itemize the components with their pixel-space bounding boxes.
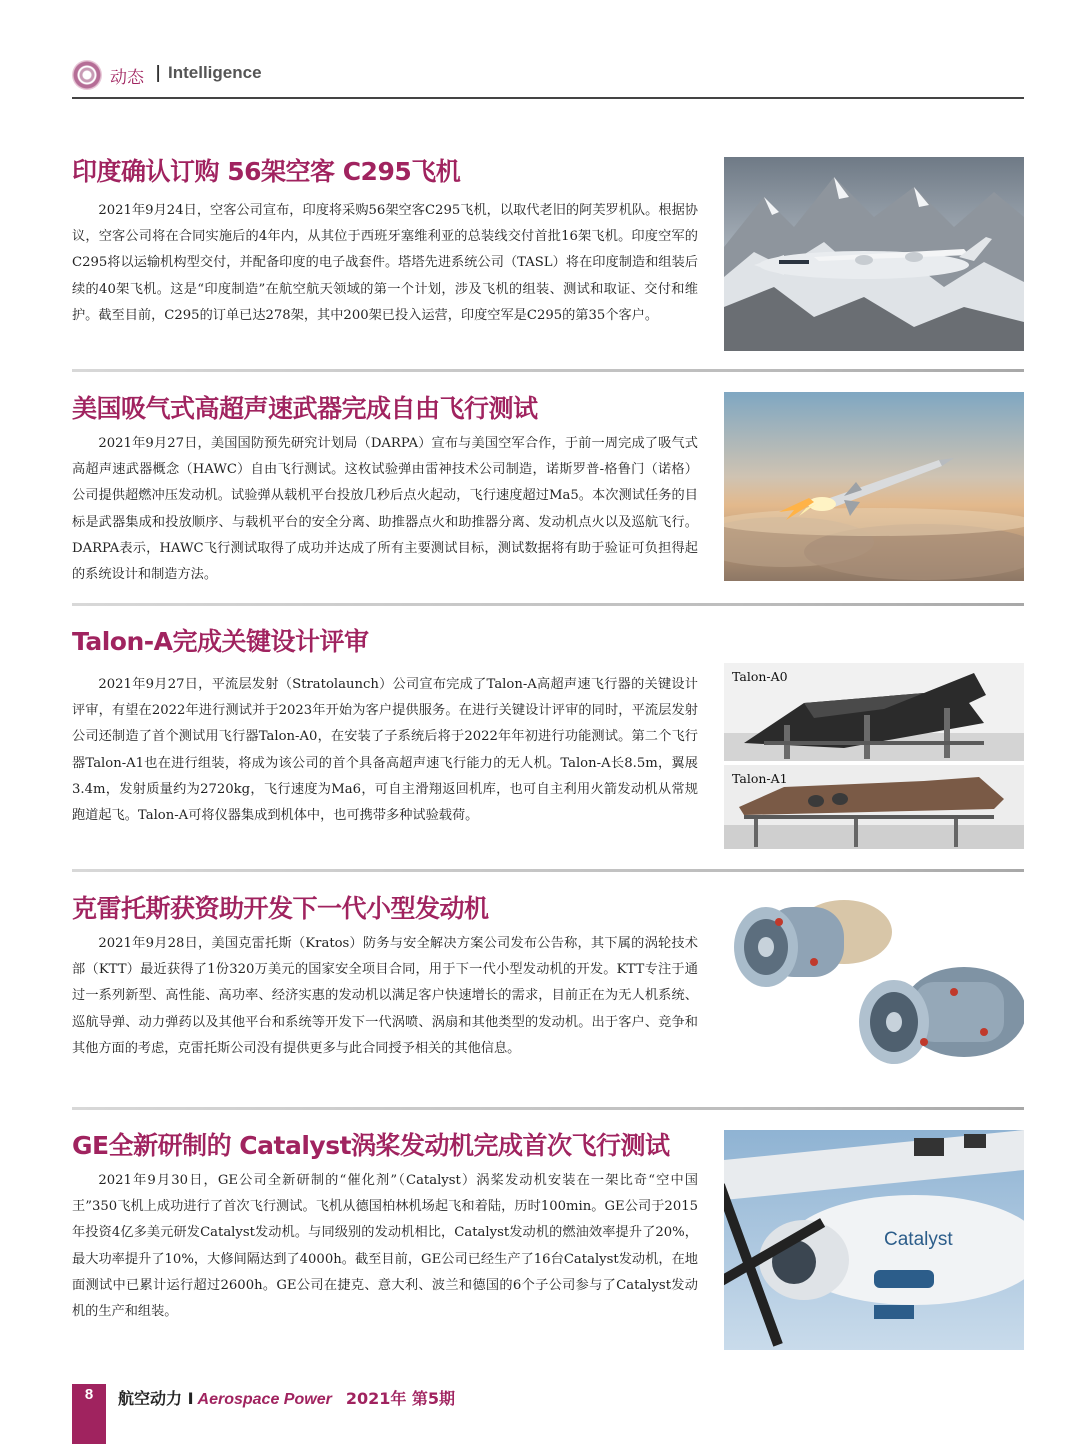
article-divider [72,369,1024,372]
magazine-logo-icon [72,60,102,90]
page-number-tab [72,1384,106,1444]
article-title: GE全新研制的 Catalyst涡桨发动机完成首次飞行测试 [72,1131,670,1160]
article-body: 2021年9月28日，美国克雷托斯（Kratos）防务与安全解决方案公司发布公告称，其下属的涡轮技术部（KTT）最近获得了1份320万美元的国家安全项目合同，用于下一代小型发动机的开发。KTT专注于通过一系列新型、高性能、高功率、经济实惠的发动机以满足客户快速增长的需求，目前正在为无人机系统、巡航导弹、动力弹药以及其他平台和系统等开发下一代涡喷、涡扇和其他类型的发动机。出于客户、竞争和其他方面的考虑，克雷托斯公司没有提供更多与此合同授予相关的其他信息。 [72,936,698,1056]
article-body: 2021年9月30日，GE公司全新研制的“催化剂”（Catalyst）涡桨发动机安装在一架比奇“空中国王”350飞机上成功进行了首次飞行测试。飞机从德国柏林机场起飞和着陆，历时100min。GE公司于2015年投资4亿多美元研发Catalyst发动机。与同级别的发动机相比，Catalyst发动机的燃油效率提升了20%，最大功率提升了10%，大修间隔达到了4000h。截至目前，GE公司已经生产了16台Catalyst发动机，在地面测试中已累计运行超过2600h。GE公司在捷克、意大利、波兰和德国的6个子公司参与了Catalyst发动机的生产和组装。 [72,1173,698,1320]
footer-masthead [118,1386,455,1409]
article-body: 2021年9月27日，美国国防预先研究计划局（DARPA）宣布与美国空军合作，于前一周完成了吸气式高超声速武器概念（HAWC）自由飞行测试。这枚试验弹由雷神技术公司制造，诺斯罗普-格鲁门（诺格）公司提供超燃冲压发动机。试验弹从载机平台投放几秒后点火起动，飞行速度超过Ma5。本次测试任务的目标是武器集成和投放顺序、与载机平台的安全分离、助推器点火和助推器分离、发动机点火以及巡航飞行。DARPA表示，HAWC飞行测试取得了成功并达成了所有主要测试目标，测试数据将有助于验证可负担得起的系统设计和制造方法。 [72,436,698,583]
article-title: 克雷托斯获资助开发下一代小型发动机 [72,894,489,923]
c295-aircraft-image [724,157,1024,351]
page-number: 8 [84,1386,94,1403]
article-divider [72,1107,1024,1110]
article-title: 印度确认订购 56架空客 C295飞机 [72,157,461,186]
section-separator: | [155,63,162,83]
magazine-name-cn: 航空动力 I [118,1389,194,1408]
magazine-name-en: Aerospace Power [197,1391,332,1408]
article-title: Talon-A完成关键设计评审 [72,627,369,656]
article-body: 2021年9月24日，空客公司宣布，印度将采购56架空客C295飞机，以取代老旧的阿芙罗机队。根据协议，空客公司将在合同实施后的4年内，从其位于西班牙塞维利亚的总装线交付首批16架飞机。印度空军的C295将以运输机构型交付，并配备印度的电子战套件。塔塔先进系统公司（TASL）将在印度制造和组装后续的40架飞机。这是“印度制造”在航空航天领域的第一个计划，涉及飞机的组装、测试和取证、交付和维护。截至目前，C295的订单已达278架，其中200架已投入运营，印度空军是C295的第35个客户。 [72,203,698,323]
talon-a1-image [724,765,1024,849]
article-divider [72,603,1024,606]
kratos-engines-image [724,892,1024,1080]
talon-a1-label: Talon-A1 [732,771,788,786]
section-title-cn: 动态 [110,68,144,88]
article-body: 2021年9月27日，平流层发射（Stratolaunch）公司宣布完成了Talon-A高超声速飞行器的关键设计评审，有望在2022年进行测试并于2023年开始为客户提供服务。在进行关键设计评审的同时，平流层发射公司还制造了首个测试用飞行器Talon-A0，在安装了子系统后将于2022年年初进行功能测试。第二个飞行器Talon-A1也在进行组装，将成为该公司的首个具备高超声速飞行能力的无人机。Talon-A长8.5m，翼展3.4m，发射质量约为2720kg，飞行速度为Ma6，可自主滑翔返回机库，也可自主利用火箭发动机从常规跑道起飞。Talon-A可将仪器集成到机体中，也可携带多种试验载荷。 [72,677,698,824]
page-header [72,58,1024,100]
section-title-en: Intelligence [168,63,262,82]
catalyst-engine-image [724,1130,1024,1350]
article-divider [72,869,1024,872]
header-rule [72,97,1024,99]
talon-a0-label: Talon-A0 [732,669,788,684]
issue-label: 2021年 第5期 [345,1389,456,1408]
catalyst-engine-text: Catalyst [884,1229,953,1250]
talon-a0-image [724,663,1024,761]
hawc-missile-image [724,392,1024,581]
article-title: 美国吸气式高超声速武器完成自由飞行测试 [72,394,538,423]
